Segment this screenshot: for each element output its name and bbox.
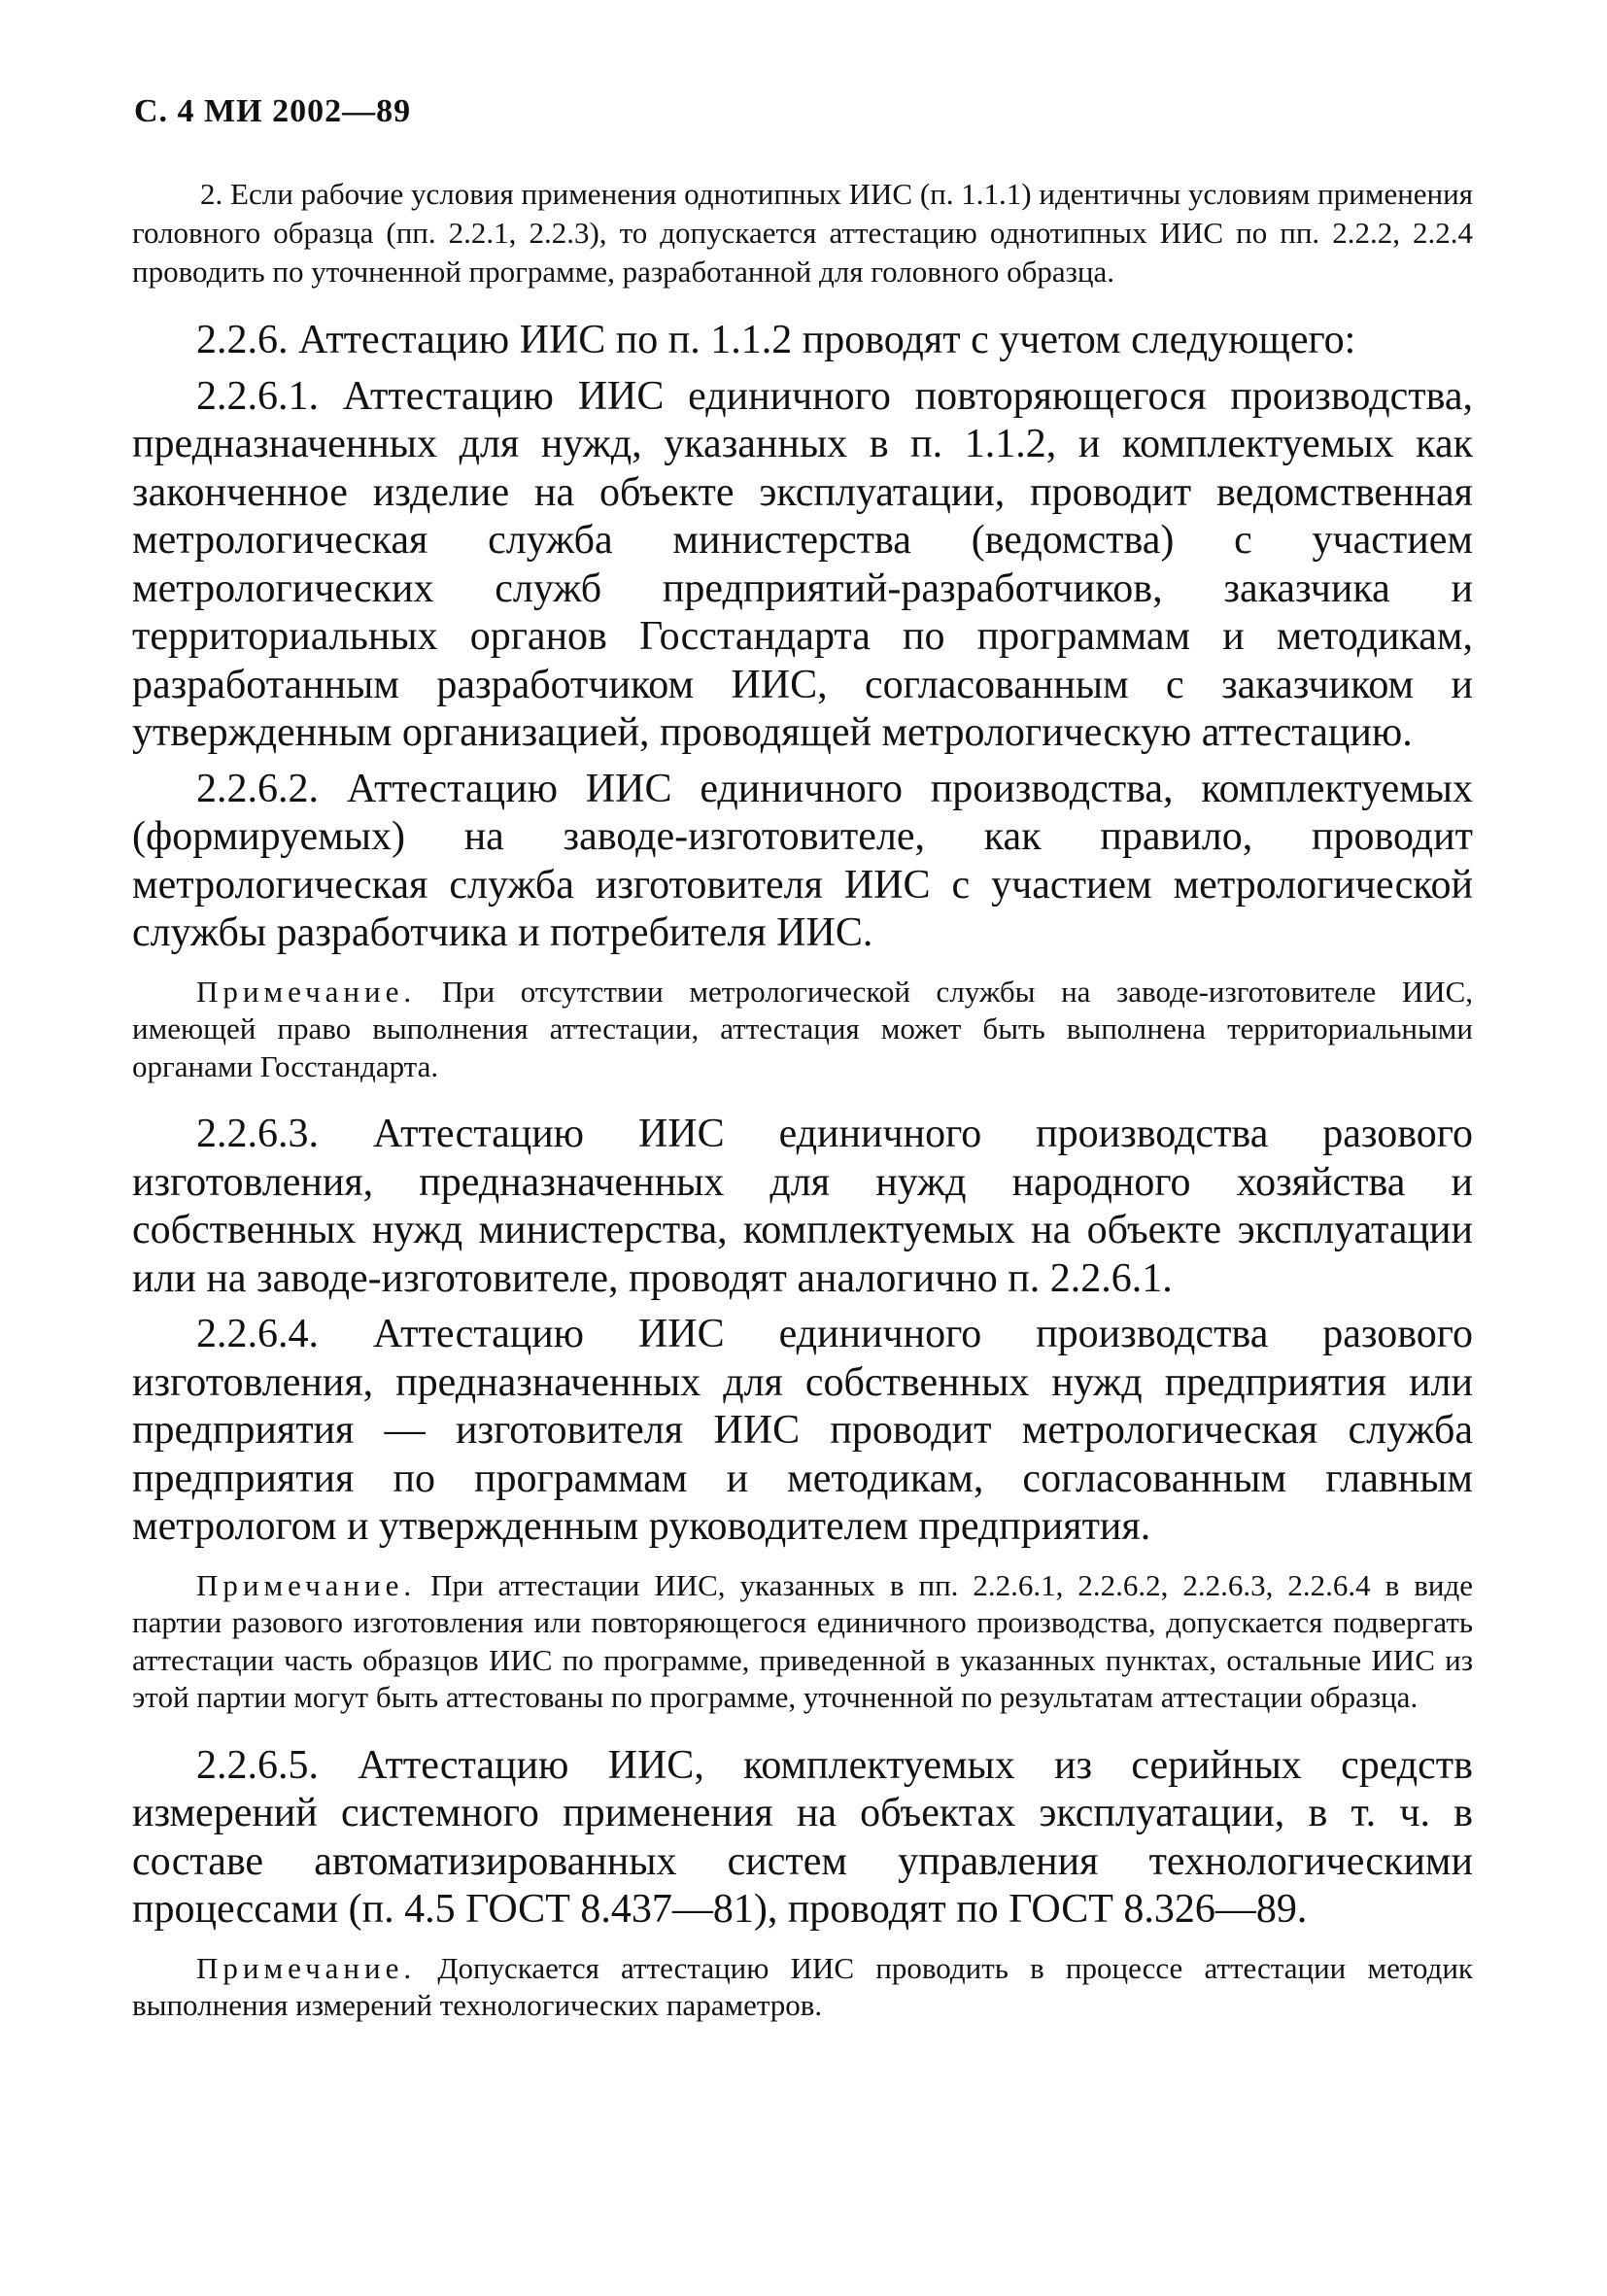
remark-3 [132,1950,1473,2025]
clause-2-2-6-3: 2.2.6.3. Аттестацию ИИС единичного производства разового изготовления, предназначенных для нужд народного хозяйства и собственных нужд министерства, комплектуемых на объекте эксплуатации или на заводе-изготовителе, проводят аналогично п. 2.2.6.1. [132,1112,1473,1301]
page-header: С. 4 МИ 2002—89 [134,93,412,129]
clause-2-2-6-1: 2.2.6.1. Аттестацию ИИС единичного повторяющегося производства, предназначенных для нужд, указанных в п. 1.1.2, и комплектуемых как законченное изделие на объекте эксплуатации, проводит ведомственная метрологическая служба министерства (ведомства) с участием метрологических служб предприятий-разработчиков, заказчика и территориальных органов Госстандарта по программам и методикам, разработанным разработчиком ИИС, согласованным с заказчиком и утвержденным организацией, проводящей метрологическую аттестацию. [132,373,1473,755]
note-paragraph-2: 2. Если рабочие условия применения однотипных ИИС (п. 1.1.1) идентичны условиям применения головного образца (пп. 2.2.1, 2.2.3), то допускается аттестацию однотипных ИИС по пп. 2.2.2, 2.2.4 проводить по уточненной программе, разработанной для головного образца. [132,177,1473,289]
clause-2-2-6-4: 2.2.6.4. Аттестацию ИИС единичного производства разового изготовления, предназначенных для собственных нужд предприятия или предприятия — изготовителя ИИС проводит метрологическая служба предприятия по программам и методикам, согласованным главным метрологом и утвержденным руководителем предприятия. [132,1312,1473,1549]
remark-2 [132,1567,1473,1717]
remark-2-text: При аттестации ИИС, указанных в пп. 2.2.6.1, 2.2.6.2, 2.2.6.3, 2.2.6.4 в виде партии разового изготовления или повторяющегося единичного производства, допускается подвергать аттестации часть образцов ИИС по программе, приведенной в указанных пунктах, остальные ИИС из этой партии могут быть аттестованы по программе, уточненной по результатам аттестации образца. [132,1567,1473,1714]
clause-2-2-6: 2.2.6. Аттестацию ИИС по п. 1.1.2 проводят с учетом следующего: [196,318,1356,362]
page-body [132,175,1473,2050]
clause-2-2-6-5: 2.2.6.5. Аттестацию ИИС, комплектуемых из серийных средств измерений системного применения на объектах эксплуатации, в т. ч. в составе автоматизированных систем управления технологическими процессами (п. 4.5 ГОСТ 8.437—81), проводят по ГОСТ 8.326—89. [132,1742,1473,1932]
remark-2-label: Примечание. [196,1567,417,1602]
remark-3-text: Допускается аттестацию ИИС проводить в процессе аттестации методик выполнения измерений технологических параметров. [132,1950,1473,2022]
remark-1-text: При отсутствии метрологической службы на заводе-изготовителе ИИС, имеющей право выполнения аттестации, аттестация может быть выполнена территориальными органами Госстандарта. [132,974,1474,1083]
remark-1-label: Примечание. [196,974,417,1009]
clause-2-2-6-2: 2.2.6.2. Аттестацию ИИС единичного производства, комплектуемых (формируемых) на заводе-изготовителе, как правило, проводит метрологическая служба изготовителя ИИС с участием метрологической службы разработчика и потребителя ИИС. [132,766,1473,955]
remark-1 [132,974,1473,1086]
remark-3-label: Примечание. [196,1950,417,1985]
